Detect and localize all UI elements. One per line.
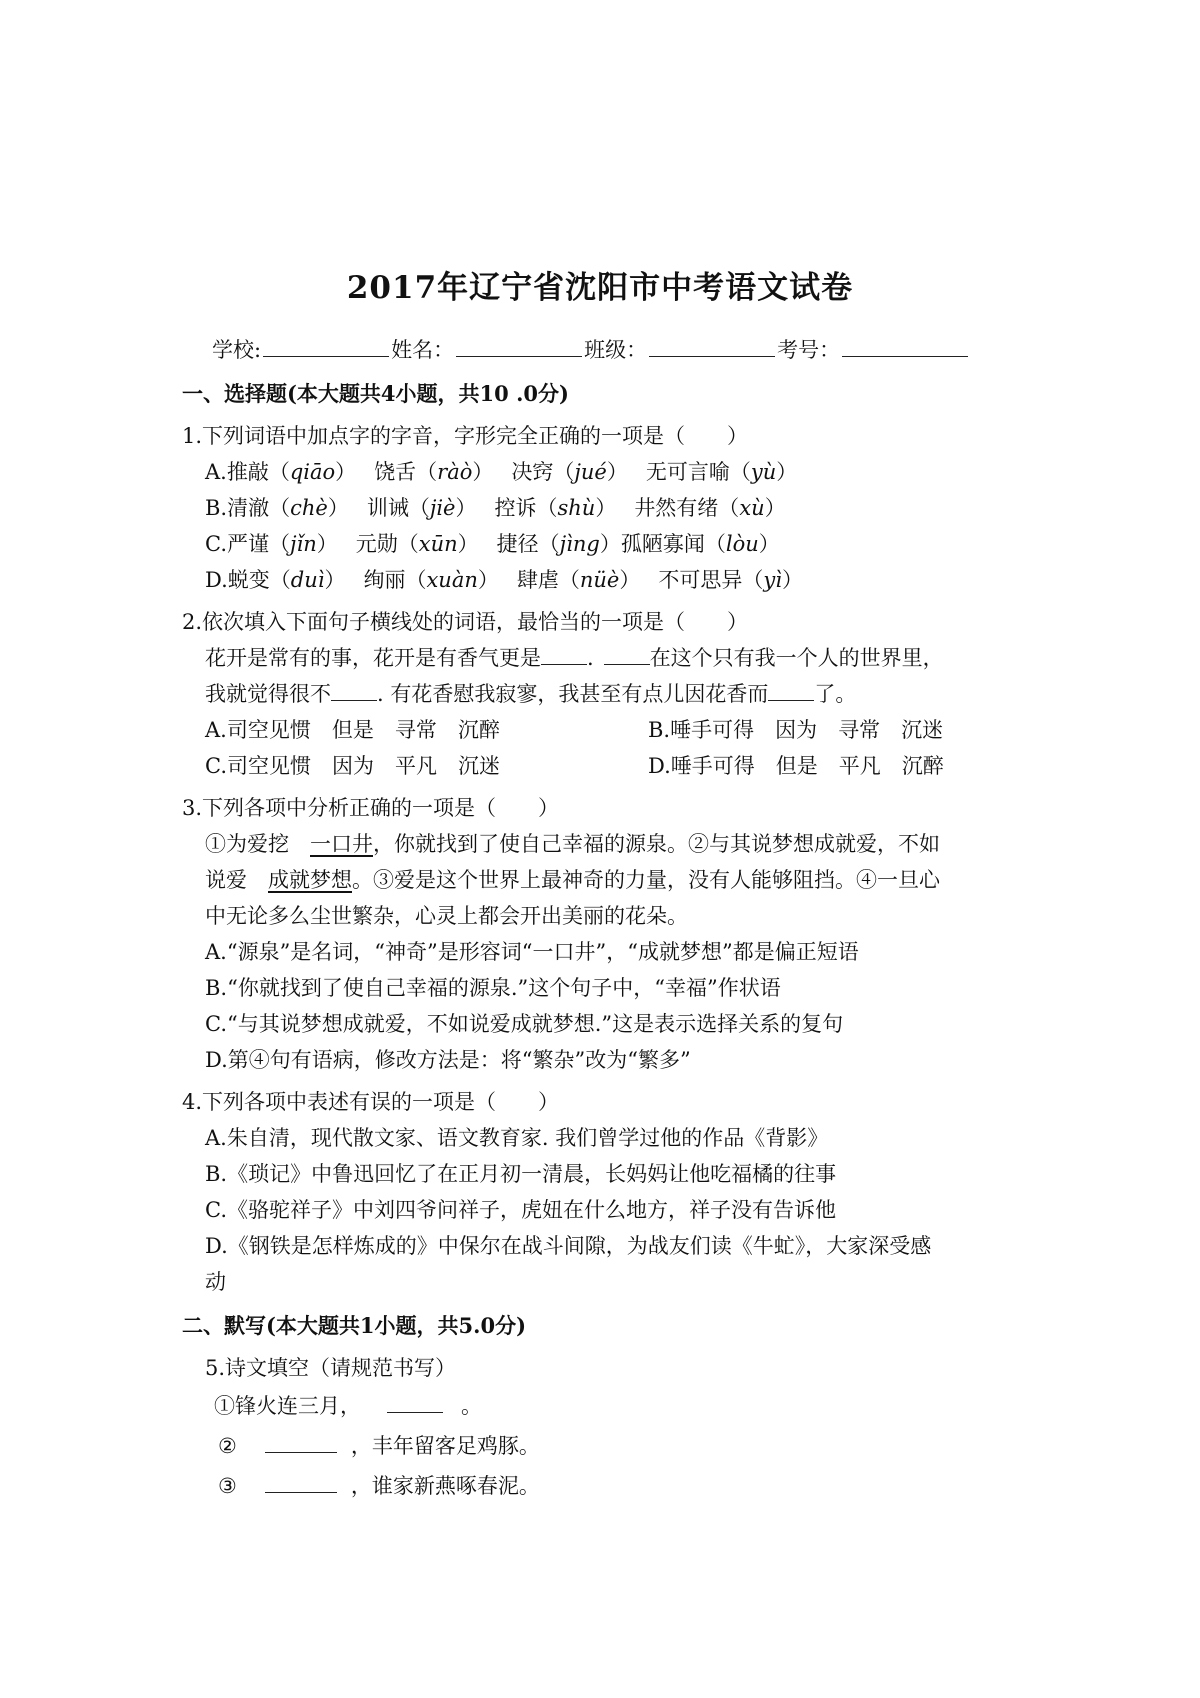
school-field[interactable]	[263, 338, 389, 357]
question-3-passage-line-1: ①为爱挖 一口井，你就找到了使自己幸福的源泉。②与其说梦想成就爱，不如	[205, 832, 940, 856]
question-2-option-a: A.司空见惯 但是 寻常 沉醉	[205, 718, 500, 742]
blank[interactable]	[265, 1474, 337, 1493]
name-field[interactable]	[456, 338, 582, 357]
question-4-option-a: A.朱自清，现代散文家、语文教育家. 我们曾学过他的作品《背影》	[205, 1126, 829, 1150]
question-3-passage-line-3: 中无论多么尘世繁杂，心灵上都会开出美丽的花朵。	[205, 904, 688, 928]
blank[interactable]	[331, 682, 377, 701]
question-1-option-b: B.清澈（chè） 训诫（jiè） 控诉（shù） 井然有绪（xù）	[205, 496, 786, 520]
question-5-line-3: ③ ，谁家新燕啄春泥。	[218, 1474, 540, 1498]
question-5-stem: 5.诗文填空（请规范书写）	[205, 1356, 457, 1380]
page-title: 2017年辽宁省沈阳市中考语文试卷	[346, 270, 854, 306]
section-heading-choice: 一、选择题(本大题共4小题，共10 .0分)	[182, 381, 569, 406]
blank[interactable]	[387, 1394, 443, 1413]
question-3-option-d: D.第④句有语病，修改方法是：将“繁杂”改为“繁多”	[205, 1048, 691, 1072]
question-2-option-d: D.唾手可得 但是 平凡 沉醉	[648, 754, 944, 778]
question-2-passage-line-1: 花开是常有的事，花开是有香气更是 . 在这个只有我一个人的世界里，	[205, 646, 944, 670]
question-3-option-a: A.“源泉”是名词，“神奇”是形容词“一口井”，“成就梦想”都是偏正短语	[205, 940, 859, 964]
question-4-option-b: B.《琐记》中鲁迅回忆了在正月初一清晨，长妈妈让他吃福橘的往事	[205, 1162, 837, 1186]
question-4-stem: 4.下列各项中表述有误的一项是（ ）	[182, 1090, 560, 1114]
question-5-line-2: ② ，丰年留客足鸡豚。	[218, 1434, 540, 1458]
question-3-option-b: B.“你就找到了使自己幸福的源泉.”这个句子中，“幸福”作状语	[205, 976, 781, 1000]
section-heading-dictation: 二、默写(本大题共1小题，共5.0分)	[182, 1313, 527, 1338]
number-field[interactable]	[842, 338, 968, 357]
question-1-option-a: A.推敲（qiāo） 饶舌（ràò） 决窍（jué） 无可言喻（yù）	[205, 460, 798, 484]
class-label: 班级：	[584, 338, 648, 362]
question-3-option-c: C.“与其说梦想成就爱，不如说爱成就梦想.”这是表示选择关系的复句	[205, 1012, 844, 1036]
question-4-option-c: C.《骆驼祥子》中刘四爷问祥子，虎妞在什么地方，祥子没有告诉他	[205, 1198, 836, 1222]
question-4-option-d: D.《钢铁是怎样炼成的》中保尔在战斗间隙，为战友们读《牛虻》，大家深受感	[205, 1234, 932, 1258]
school-label: 学校:	[212, 338, 262, 362]
question-2-option-c: C.司空见惯 因为 平凡 沉迷	[205, 754, 500, 778]
question-1-stem: 1.下列词语中加点字的字音，字形完全正确的一项是（ ）	[182, 424, 749, 448]
blank[interactable]	[265, 1434, 337, 1453]
question-2-passage-line-2: 我就觉得很不 . 有花香慰我寂寥，我甚至有点儿因花香而 了。	[205, 682, 857, 706]
student-info-line	[212, 334, 970, 364]
blank[interactable]	[541, 646, 587, 665]
question-4-option-d-continued: 动	[205, 1270, 226, 1294]
question-1-option-c: C.严谨（jǐn） 元勋（xūn） 捷径（jìng）孤陋寡闻（lòu）	[205, 532, 780, 556]
question-1-option-d: D.蜕变（duì） 绚丽（xuàn） 肆虐（nüè） 不可思异（yì）	[205, 568, 803, 592]
question-2-option-b: B.唾手可得 因为 寻常 沉迷	[648, 718, 944, 742]
question-2-stem: 2.依次填入下面句子横线处的词语，最恰当的一项是（ ）	[182, 610, 749, 634]
question-5-line-1: ①锋火连三月， 。	[214, 1394, 482, 1418]
blank[interactable]	[604, 646, 650, 665]
question-3-passage-line-2: 说爱 成就梦想。③爱是这个世界上最神奇的力量，没有人能够阻挡。④一旦心	[205, 868, 940, 892]
name-label: 姓名：	[391, 338, 455, 362]
blank[interactable]	[768, 682, 814, 701]
class-field[interactable]	[649, 338, 775, 357]
question-3-stem: 3.下列各项中分析正确的一项是（ ）	[182, 796, 560, 820]
number-label: 考号：	[777, 338, 841, 362]
